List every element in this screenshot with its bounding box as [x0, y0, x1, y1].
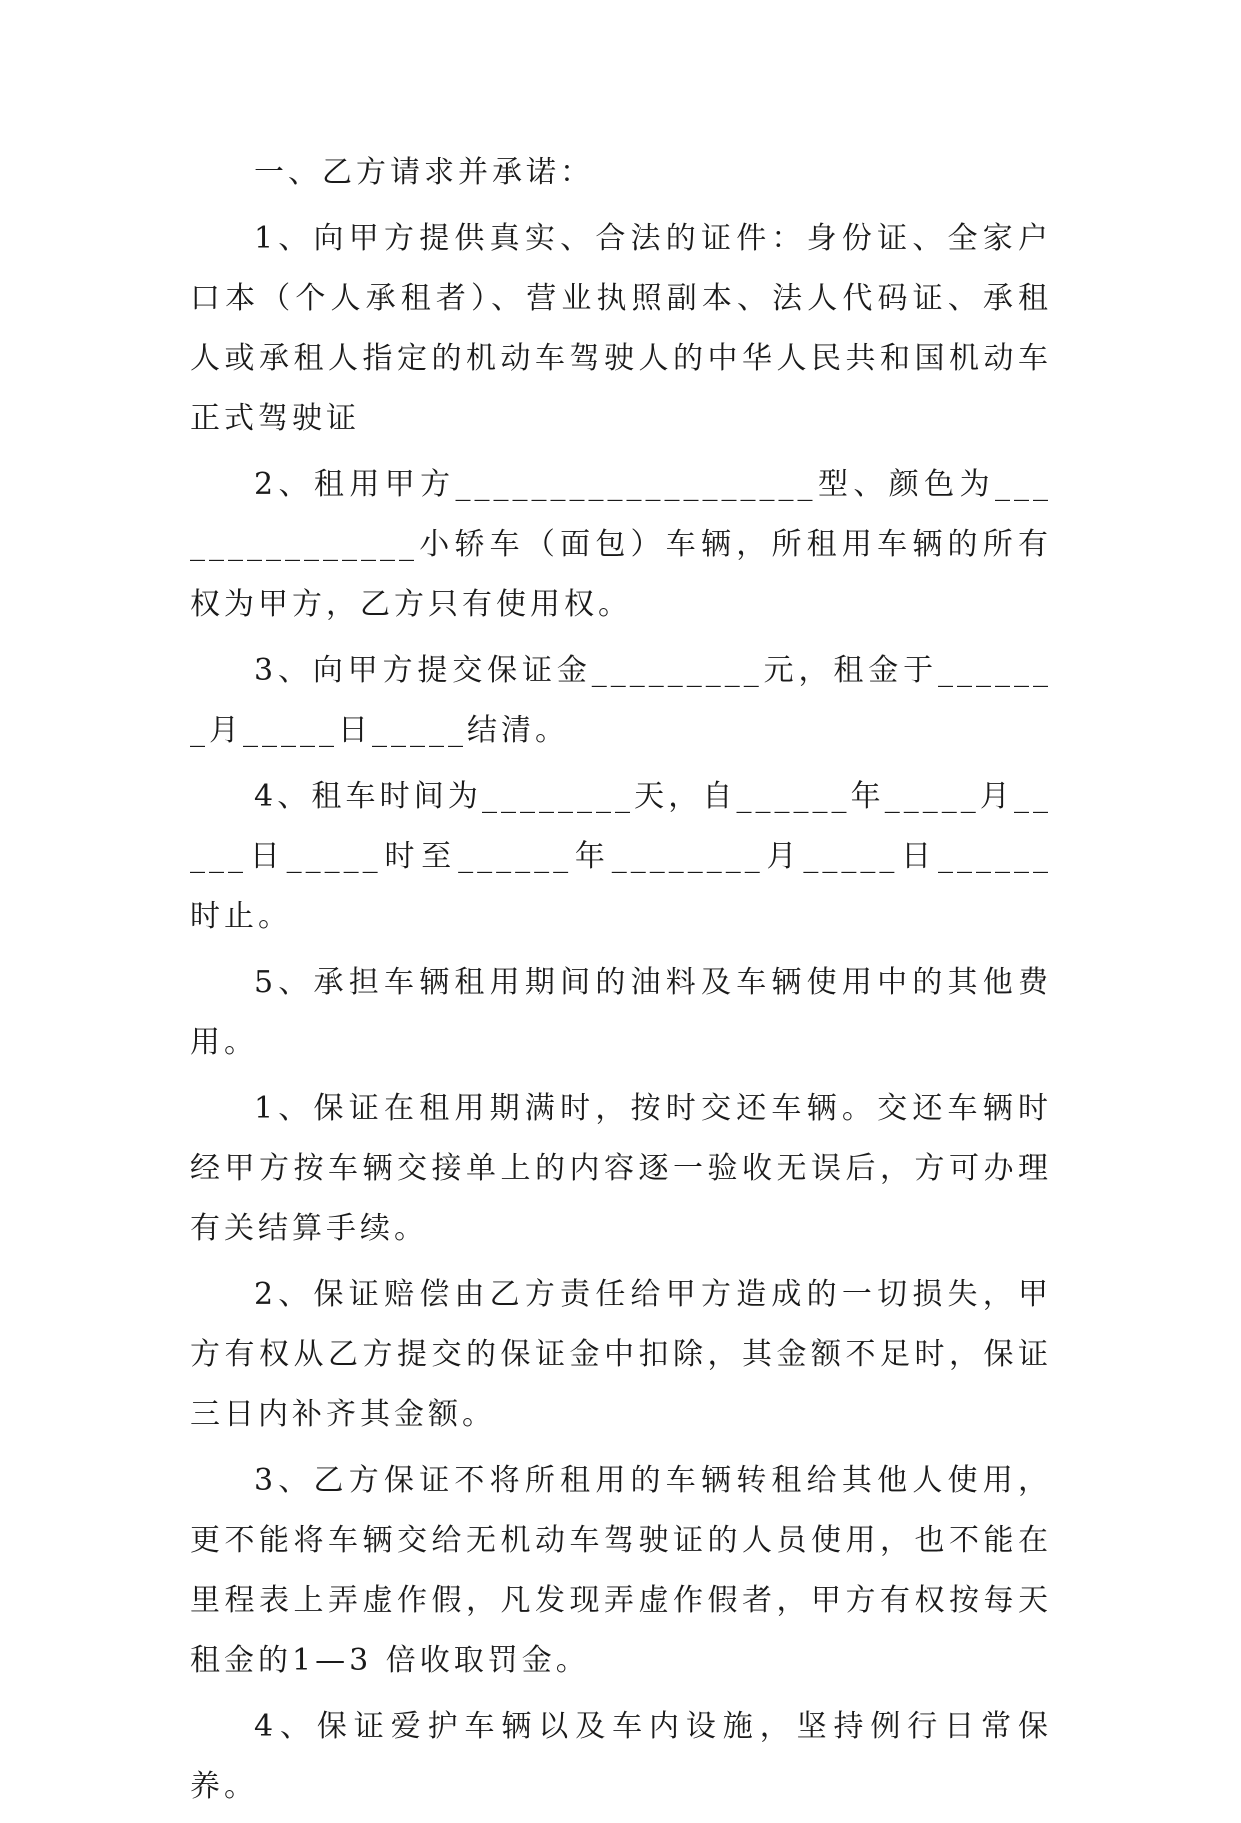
clause-rent-vehicle: 2、租用甲方___________________型、颜色为_______________小轿车（面包）车辆，所租用车辆的所有权为甲方，乙方只有使用权。 — [190, 467, 1052, 622]
clause-maintenance: 4、保证爱护车辆以及车内设施，坚持例行日常保养。 — [190, 1709, 1052, 1804]
clause-return-vehicle: 1、保证在租用期满时，按时交还车辆。交还车辆时经甲方按车辆交接单上的内容逐一验收无误后，方可办理有关结算手续。 — [190, 1091, 1052, 1246]
section-heading: 一、乙方请求并承诺： — [254, 155, 594, 190]
clause-compensation: 2、保证赔偿由乙方责任给甲方造成的一切损失，甲方有权从乙方提交的保证金中扣除，其金额不足时，保证三日内补齐其金额。 — [190, 1277, 1052, 1432]
clause-fuel-costs: 5、承担车辆租用期间的油料及车辆使用中的其他费用。 — [190, 965, 1052, 1060]
clause-rental-period: 4、租车时间为________天，自______年_____月_____日_____时至______年________月_____日______时止。 — [190, 779, 1052, 934]
clause-no-sublease: 3、乙方保证不将所租用的车辆转租给其他人使用，更不能将车辆交给无机动车驾驶证的人员使用，也不能在里程表上弄虚作假，凡发现弄虚作假者，甲方有权按每天租金的1—3 倍收取罚金。 — [190, 1463, 1052, 1678]
clause-deposit: 3、向甲方提交保证金_________元，租金于_______月_____日_____结清。 — [190, 653, 1052, 748]
document-page — [190, 143, 1052, 1823]
clause-provide-documents: 1、向甲方提供真实、合法的证件：身份证、全家户口本（个人承租者）、营业执照副本、法人代码证、承租人或承租人指定的机动车驾驶人的中华人民共和国机动车正式驾驶证 — [190, 221, 1052, 436]
